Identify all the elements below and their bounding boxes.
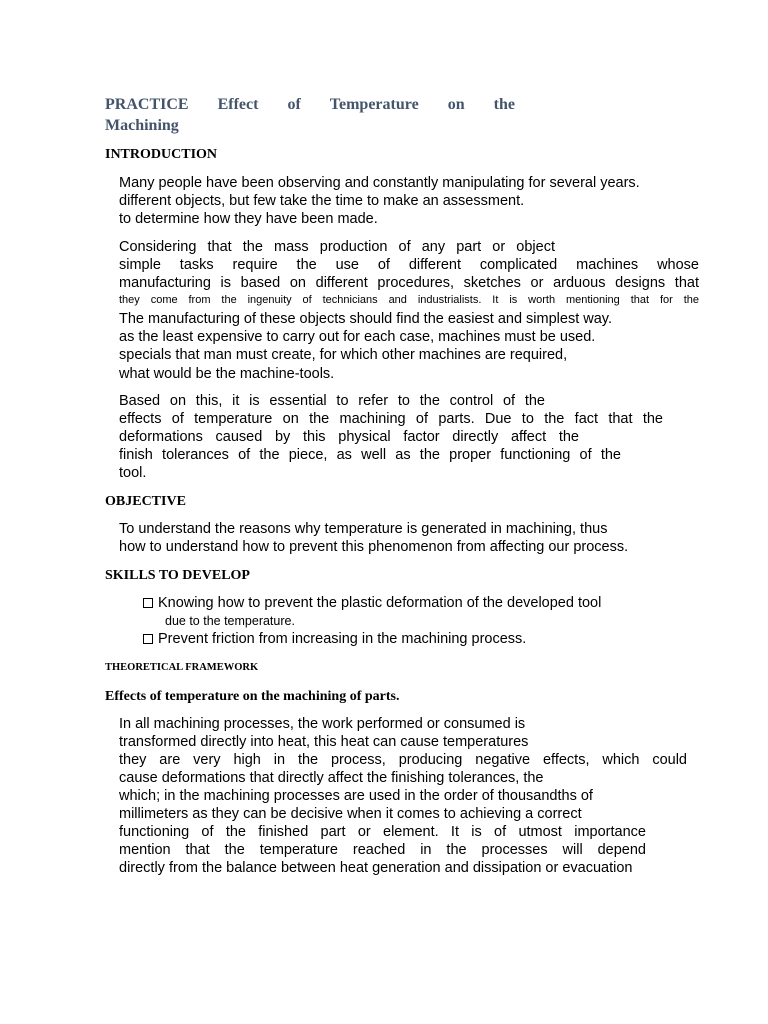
text-line: Based on this, it is essential to refer to the control of the [119,393,545,409]
framework-paragraph [119,715,569,751]
text-line: finish tolerances of the piece, as well as the proper functioning of the [119,447,621,463]
framework-paragraph-cont [119,751,687,769]
checkbox-bullet-icon [143,634,153,644]
text-line: deformations caused by this physical factor directly affect the [119,429,579,445]
text-line: to determine how they have been made. [119,211,378,228]
introduction-paragraph-2-cont [119,256,699,308]
text-line: how to understand how to prevent this phenomenon from affecting our process. [119,539,629,556]
introduction-paragraph-3-line-3 [119,428,579,446]
skills-list [143,594,663,648]
introduction-heading: INTRODUCTION [105,147,218,162]
skill-text: Knowing how to prevent the plastic deformation of the developed tool [158,595,602,611]
checkbox-bullet-icon [143,598,153,608]
text-line: they are very high in the process, producing negative effects, which could [119,752,687,768]
framework-paragraph-line-9 [119,859,687,877]
theoretical-framework-heading: THEORETICAL FRAMEWORK [105,662,259,673]
text-line: millimeters as they can be decisive when it comes to achieving a correct [119,806,582,823]
introduction-paragraph-2-end [119,310,687,383]
introduction-paragraph-3 [119,392,545,410]
text-line: what would be the machine-tools. [119,365,335,382]
text-line: In all machining processes, the work performed or consumed is [119,716,526,732]
framework-paragraph-line-7 [119,823,646,859]
title-line-2: Machining [105,117,179,134]
introduction-paragraph-1 [119,174,687,229]
document-title [105,94,515,136]
title-line-1 [105,94,515,115]
text-line: Many people have been observing and constantly manipulating for several years. [119,175,640,191]
framework-paragraph-line-4 [119,769,687,824]
objective-heading: OBJECTIVE [105,494,186,509]
title-word: the [493,96,515,113]
text-line: specials that man must create, for which other machines are required, [119,347,568,364]
skills-heading: SKILLS TO DEVELOP [105,568,250,583]
text-line: tool. [119,465,147,481]
text-line: The manufacturing of these objects should find the easiest and simplest way. [119,311,613,327]
list-item [143,630,663,648]
list-item [143,594,663,612]
text-line: Considering that the mass production of any part or object [119,239,555,255]
introduction-paragraph-3-line-2 [119,410,663,428]
skill-text-continuation: due to the temperature. [165,614,295,628]
introduction-paragraph-3-line-4 [119,446,621,464]
skill-text: Prevent friction from increasing in the machining process. [158,631,527,647]
title-word: PRACTICE [105,96,189,113]
introduction-paragraph-3-line-5 [119,464,687,482]
text-line: directly from the balance between heat generation and dissipation or evacuation [119,860,633,876]
text-line: which; in the machining processes are used in the order of thousandths of [119,788,593,805]
title-word: on [447,96,465,113]
framework-subheading: Effects of temperature on the machining of parts. [105,689,400,704]
text-line: functioning of the finished part or element. It is of utmost importance [119,824,646,840]
objective-paragraph [119,520,687,556]
text-line: different objects, but few take the time to make an assessment. [119,193,525,210]
title-word: Effect [217,96,259,113]
text-line: To understand the reasons why temperature is generated in machining, thus [119,521,608,537]
text-line: they come from the ingenuity of technicians and industrialists. It is worth mentioning that for the [119,294,699,307]
text-line: mention that the temperature reached in the processes will depend [119,842,646,859]
text-line: simple tasks require the use of different complicated machines whose [119,257,699,273]
text-line: cause deformations that directly affect the finishing tolerances, the [119,770,544,786]
text-line: transformed directly into heat, this heat can cause temperatures [119,734,529,751]
introduction-paragraph-2 [119,238,555,256]
title-word: Temperature [329,96,419,113]
text-line: as the least expensive to carry out for each case, machines must be used. [119,329,596,346]
title-word: of [287,96,301,113]
text-line: manufacturing is based on different procedures, sketches or arduous designs that [119,275,699,292]
text-line: effects of temperature on the machining of parts. Due to the fact that the [119,411,663,427]
